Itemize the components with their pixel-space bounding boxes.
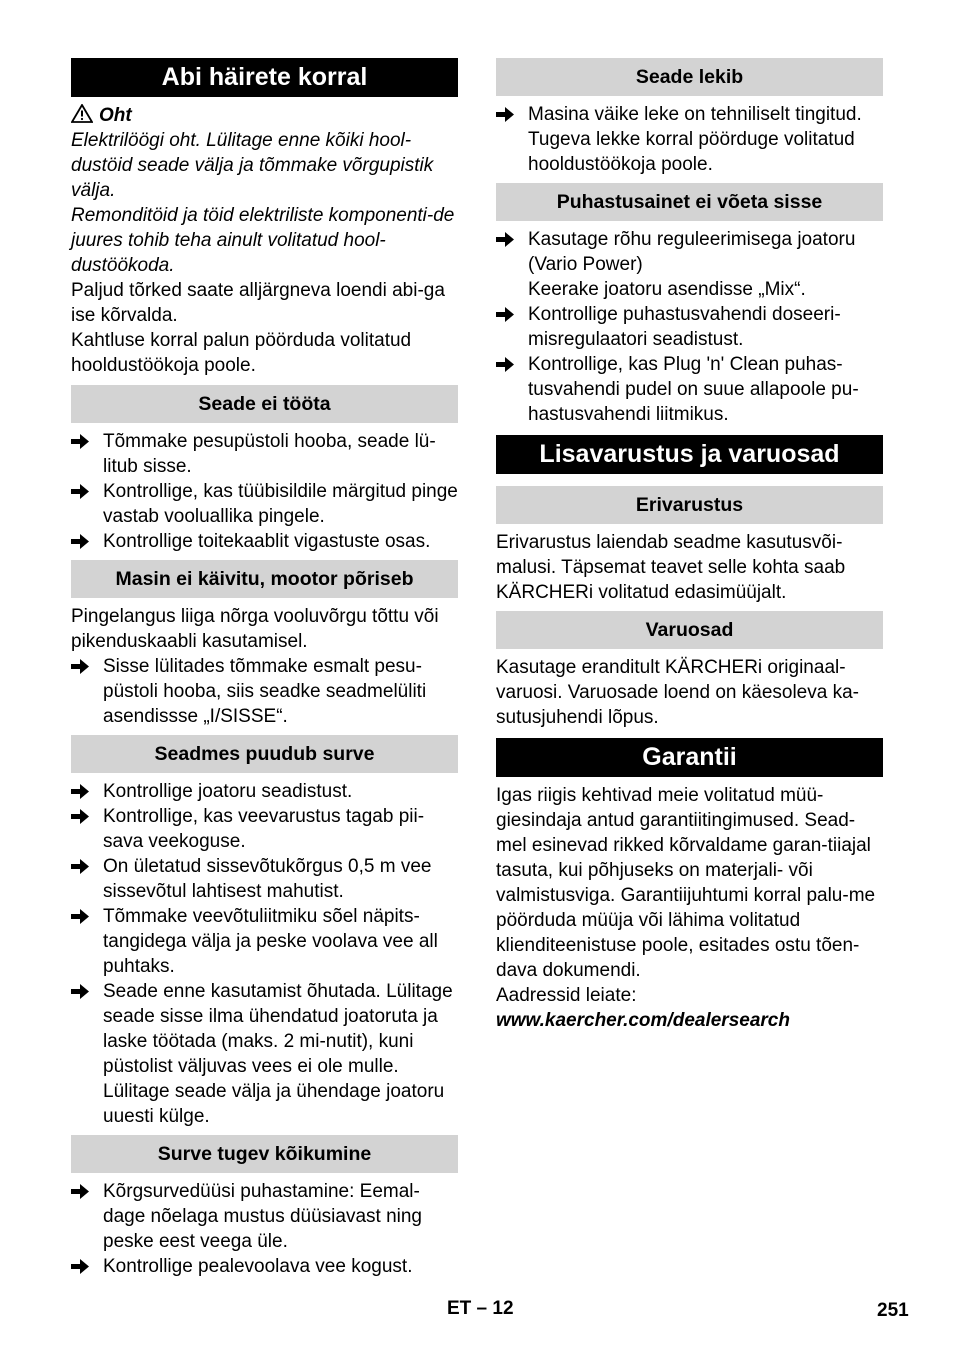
- right-column: [496, 58, 883, 1033]
- aadressid-text: Aadressid leiate:: [496, 985, 637, 1006]
- arrow-right-icon: [71, 434, 89, 449]
- heading-seadmes-puudub-surve: Seadmes puudub surve: [71, 735, 458, 773]
- arrow-right-icon: [496, 307, 514, 322]
- list-item: [71, 854, 458, 904]
- masin-text: Pingelangus liiga nõrga vooluvõrgu tõttu või pikenduskaabli kasutamisel.: [71, 606, 439, 652]
- list-item: [71, 1254, 458, 1279]
- list-item-text: Kontrollige toitekaablit vigastuste osas.: [103, 531, 431, 552]
- list-item: [71, 979, 458, 1129]
- heading-masin-ei-kaivitu: Masin ei käivitu, mootor põriseb: [71, 560, 458, 598]
- list-item: [71, 779, 458, 804]
- heading-varuosad: Varuosad: [496, 611, 883, 649]
- list-item: [71, 1179, 458, 1254]
- arrow-right-icon: [71, 809, 89, 824]
- heading-abi-hairete-korral: Abi häirete korral: [71, 58, 458, 97]
- list-surve-kõikumine: [71, 1179, 458, 1279]
- garantii-text: Igas riigis kehtivad meie volitatud müü-giesindaja antud garantiitingimused. Sead-mel esinevad rikked kõrvaldame garan-tiiajal tasuta, kui põhjuseks on materjali- või valmistusviga. Garantiijuhtumi korral palu-me pöörduda müüja või lähima volitatud klienditeenistuse poole, esitades ostu tõen-dava dokumendi.: [496, 785, 876, 981]
- list-item-text: Seade enne kasutamist õhutada. Lülitage seade sisse ilma ühendatud joatoruta ja laske töötada (maks. 2 mi-nutit), kuni püstolist väljuvas vees ei ole mulle. Lülitage seade välja ja ühendage joatoru uuesti külge.: [103, 981, 453, 1127]
- heading-puhastusainet: Puhastusainet ei võeta sisse: [496, 183, 883, 221]
- list-item: [496, 102, 883, 177]
- list-surve-puudub: [71, 779, 458, 1129]
- list-seade-lekib: [496, 102, 883, 177]
- footer-page-number: 251: [877, 1300, 909, 1321]
- list-puhastusaine: [496, 227, 883, 427]
- arrow-right-icon: [71, 484, 89, 499]
- list-item-text: Tõmmake pesupüstoli hooba, seade lü-litub sisse.: [103, 431, 436, 477]
- footer-language-page: ET – 12: [447, 1298, 514, 1319]
- heading-garantii: Garantii: [496, 738, 883, 777]
- list-item-text: Tõmmake veevõtuliitmiku sõel näpits-tangidega välja ja peske voolava vee all puhtaks.: [103, 906, 438, 977]
- heading-surve-kõikumine: Surve tugev kõikumine: [71, 1135, 458, 1173]
- list-item-text: Sisse lülitades tõmmake esmalt pesu-püstoli hooba, siis seadke seadmelüliti asendissse „I/SISSE“.: [103, 656, 427, 727]
- list-item: [71, 654, 458, 729]
- list-item-text: Kontrollige puhastusvahendi doseeri-misregulaatori seadistust.: [528, 304, 841, 350]
- arrow-right-icon: [71, 984, 89, 999]
- list-item-text: Kontrollige pealevoolava vee kogust.: [103, 1256, 413, 1277]
- intro-text-1: Paljud tõrked saate alljärgneva loendi abi-ga ise kõrvalda.: [71, 280, 445, 326]
- varuosad-text: Kasutage eranditult KÄRCHERi originaal-varuosi. Varuosade loend on käesoleva ka-sutusjuhendi lõpus.: [496, 657, 859, 728]
- list-item: [496, 352, 883, 427]
- arrow-right-icon: [71, 534, 89, 549]
- list-seade-ei-toota: [71, 429, 458, 554]
- intro-text-2: Kahtluse korral palun pöörduda volitatud hooldustöökoja poole.: [71, 330, 412, 376]
- list-item: [496, 227, 883, 302]
- list-masin: [71, 654, 458, 729]
- list-item: [71, 429, 458, 479]
- list-item-text: Kasutage rõhu reguleerimisega joatoru (Vario Power): [528, 229, 856, 275]
- warning-title: [71, 103, 458, 128]
- list-item: [71, 479, 458, 529]
- arrow-right-icon: [496, 357, 514, 372]
- warning-text-2: Remonditöid ja töid elektriliste komponenti-de juures tohib teha ainult volitatud hool-dustöökoda.: [71, 205, 455, 276]
- list-item-text: Kõrgsurvedüüsi puhastamine: Eemal-dage nõelaga mustus düüsiavast ning peske eest veega üle.: [103, 1181, 423, 1252]
- list-item-text: On ületatud sissevõtukõrgus 0,5 m vee sissevõtul lahtisest mahutist.: [103, 856, 432, 902]
- list-item-text: Masina väike leke on tehniliselt tingitud. Tugeva lekke korral pöörduge volitatud hooldustöökoja poole.: [528, 104, 862, 175]
- warning-triangle-icon: [71, 104, 93, 123]
- arrow-right-icon: [71, 1184, 89, 1199]
- list-item-text: Kontrollige joatoru seadistust.: [103, 781, 353, 802]
- arrow-right-icon: [71, 909, 89, 924]
- list-item: [496, 302, 883, 352]
- heading-seade-ei-toota: Seade ei tööta: [71, 385, 458, 423]
- left-column: [71, 58, 458, 1279]
- dealersearch-link[interactable]: www.kaercher.com/dealersearch: [496, 1010, 790, 1031]
- arrow-right-icon: [496, 232, 514, 247]
- list-item-text: Kontrollige, kas Plug 'n' Clean puhas-tusvahendi pudel on suue allapoole pu-hastusvahendi liitmikus.: [528, 354, 859, 425]
- arrow-right-icon: [71, 659, 89, 674]
- arrow-right-icon: [496, 107, 514, 122]
- heading-seade-lekib: Seade lekib: [496, 58, 883, 96]
- warning-label: Oht: [99, 105, 132, 126]
- list-item: [71, 804, 458, 854]
- arrow-right-icon: [71, 1259, 89, 1274]
- warning-text-1: Elektrilöögi oht. Lülitage enne kõiki hool-dustöid seade välja ja tõmmake võrgupistik välja.: [71, 130, 434, 201]
- list-item: [71, 904, 458, 979]
- list-item-text: Kontrollige, kas veevarustus tagab pii-sava veekoguse.: [103, 806, 425, 852]
- arrow-right-icon: [71, 859, 89, 874]
- arrow-right-icon: [71, 784, 89, 799]
- heading-erivarustus: Erivarustus: [496, 486, 883, 524]
- list-item: [71, 529, 458, 554]
- list-item-text: Kontrollige, kas tüübisildile märgitud pinge vastab vooluallika pingele.: [103, 481, 458, 527]
- list-item-text: Keerake joatoru asendisse „Mix“.: [528, 279, 806, 300]
- erivarustus-text: Erivarustus laiendab seadme kasutusvõi-malusi. Täpsemat teavet selle kohta saab KÄRCHERi volitatud edasimüüjalt.: [496, 532, 846, 603]
- heading-lisavarustus: Lisavarustus ja varuosad: [496, 435, 883, 474]
